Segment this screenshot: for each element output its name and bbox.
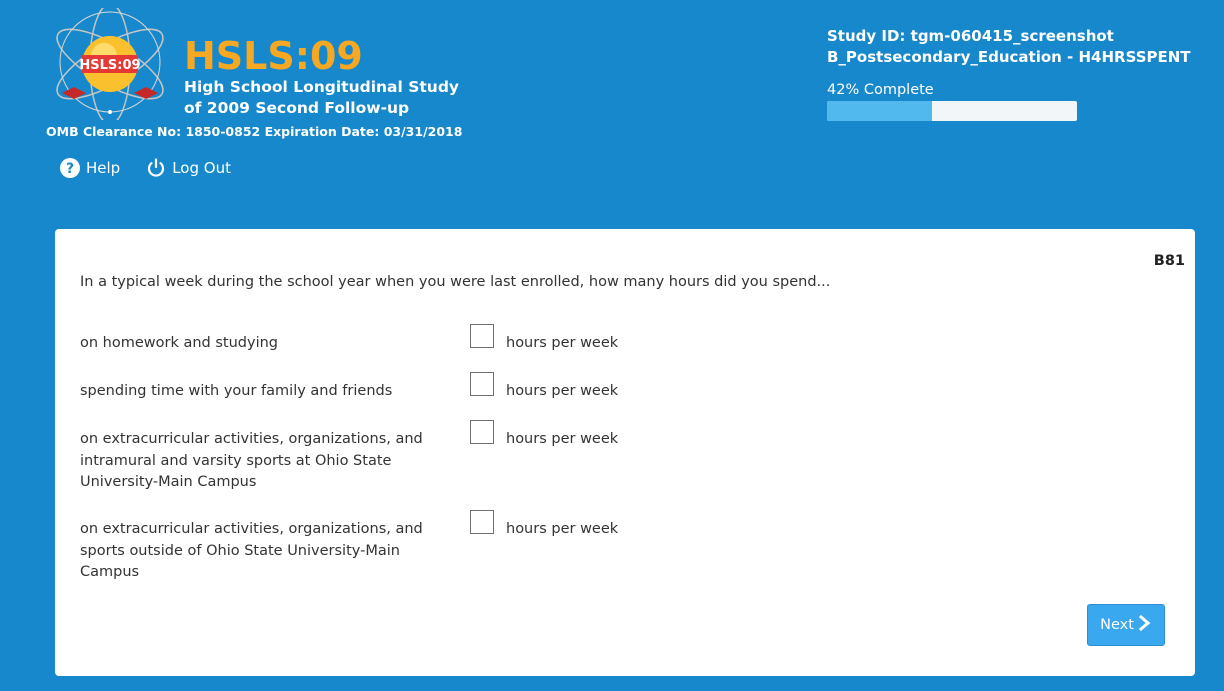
hours-input[interactable] <box>470 372 494 396</box>
logo-badge-text: HSLS:09 <box>79 58 141 73</box>
row-label: on extracurricular activities, organizations, and intramural and varsity sports at Ohio State University-Main Campus <box>80 431 423 490</box>
brand-subtitle <box>184 77 459 119</box>
question-text: In a typical week during the school year when you were last enrolled, how many hours did you spend... <box>80 274 831 290</box>
help-circle-icon <box>60 158 80 178</box>
svg-text:?: ? <box>65 161 75 177</box>
progress-bar <box>827 101 1077 121</box>
question-id: B81 <box>1153 253 1185 269</box>
next-button[interactable] <box>1087 604 1165 646</box>
section-name: B_Postsecondary_Education - H4HRSSPENT <box>827 48 1191 66</box>
row-unit: hours per week <box>506 521 619 537</box>
row-unit: hours per week <box>506 431 619 447</box>
brand-title: HSLS:09 <box>184 34 363 78</box>
power-icon <box>146 158 166 178</box>
row-label: on extracurricular activities, organizations, and sports outside of Ohio State University-Main Campus <box>80 521 423 580</box>
row-unit: hours per week <box>506 335 619 351</box>
help-label: Help <box>86 159 121 177</box>
omb-clearance: OMB Clearance No: 1850-0852 Expiration Date: 03/31/2018 <box>46 124 463 139</box>
progress-label: 42% Complete <box>827 82 934 98</box>
question-card <box>55 229 1195 676</box>
chevron-right-icon <box>1138 615 1152 635</box>
study-info <box>827 26 1191 68</box>
brand-subtitle-line1: High School Longitudinal Study <box>184 78 460 96</box>
row-label: on homework and studying <box>80 335 279 351</box>
hours-input[interactable] <box>470 420 494 444</box>
top-nav <box>60 158 231 178</box>
logout-link[interactable] <box>146 158 231 178</box>
logout-label: Log Out <box>172 159 231 177</box>
help-link[interactable] <box>60 158 120 178</box>
progress-fill <box>827 101 932 121</box>
row-label: spending time with your family and friends <box>80 383 393 399</box>
brand-subtitle-line2: of 2009 Second Follow-up <box>184 99 410 117</box>
hours-input[interactable] <box>470 324 494 348</box>
next-label: Next <box>1100 617 1134 633</box>
row-unit: hours per week <box>506 383 619 399</box>
hours-input[interactable] <box>470 510 494 534</box>
hsls-logo <box>48 8 172 120</box>
study-id: Study ID: tgm-060415_screenshot <box>827 27 1114 45</box>
